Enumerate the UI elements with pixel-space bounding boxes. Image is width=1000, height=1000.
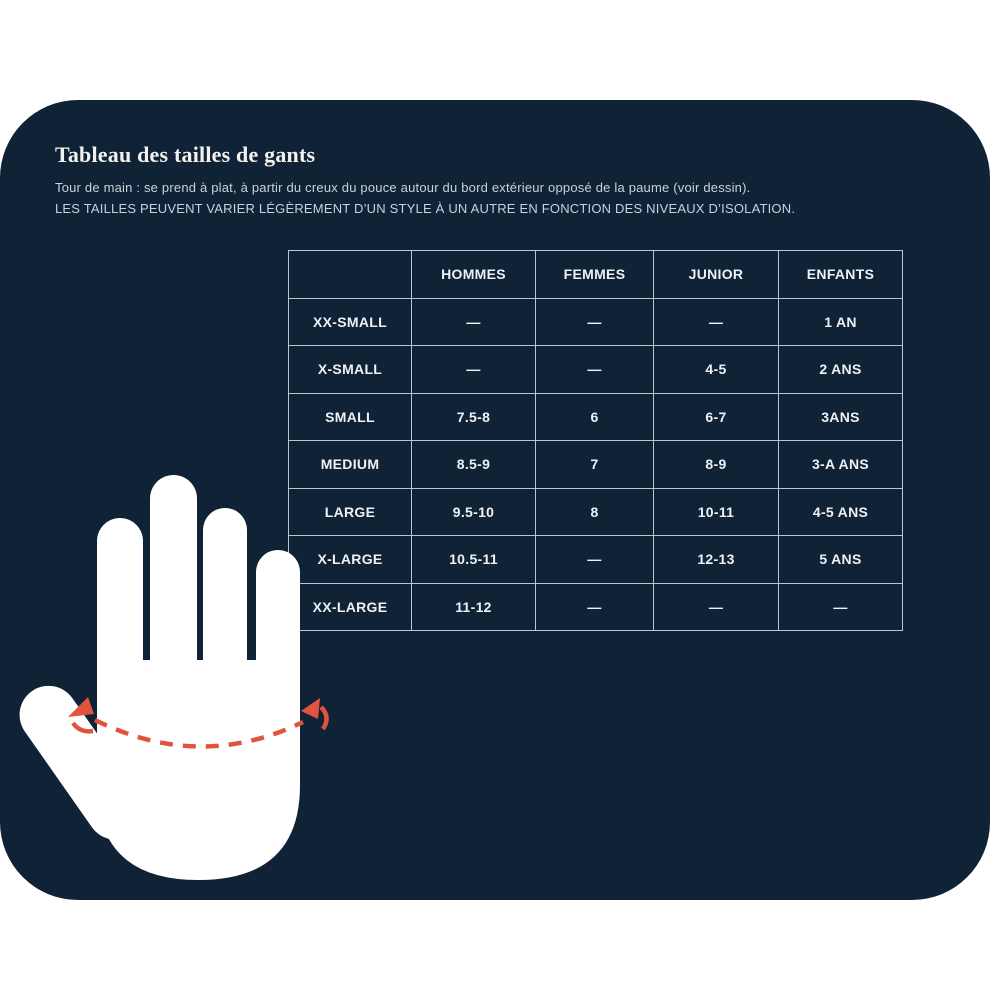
table-row [289,488,903,536]
size-value-cell: 3-A ANS [779,441,903,489]
column-header-femmes: FEMMES [536,251,654,299]
size-value-cell: 1 AN [779,298,903,346]
hand-measurement-illustration [0,470,340,890]
table-row [289,298,903,346]
size-value-cell: 4-5 [654,346,779,394]
size-value-cell: — [536,298,654,346]
size-value-cell: 8-9 [654,441,779,489]
size-label-cell: X-LARGE [289,536,412,584]
size-value-cell: 6 [536,393,654,441]
size-value-cell: 2 ANS [779,346,903,394]
column-header-hommes: HOMMES [412,251,536,299]
table-row [289,441,903,489]
table-row [289,346,903,394]
size-value-cell: 8.5-9 [412,441,536,489]
size-value-cell: 6-7 [654,393,779,441]
size-value-cell: 8 [536,488,654,536]
size-value-cell: 7.5-8 [412,393,536,441]
page-title: Tableau des tailles de gants [55,142,316,167]
size-value-cell: — [412,346,536,394]
size-value-cell: — [412,298,536,346]
size-value-cell: — [654,583,779,631]
size-value-cell: 4-5 ANS [779,488,903,536]
size-value-cell: 10-11 [654,488,779,536]
table-header-row [289,251,903,299]
size-value-cell: — [536,583,654,631]
table-row [289,536,903,584]
size-label-cell: LARGE [289,488,412,536]
size-value-cell: — [536,536,654,584]
size-label-cell: X-SMALL [289,346,412,394]
table-row [289,583,903,631]
size-value-cell: — [654,298,779,346]
size-value-cell: 9.5-10 [412,488,536,536]
size-value-cell: 11-12 [412,583,536,631]
size-value-cell: 7 [536,441,654,489]
size-value-cell: 5 ANS [779,536,903,584]
column-header-enfants: ENFANTS [779,251,903,299]
size-value-cell: — [779,583,903,631]
subtitle-measure-instruction: Tour de main : se prend à plat, à partir du creux du pouce autour du bord extérieur opposé de la paume (voir dessin). [55,180,751,195]
column-header-junior: JUNIOR [654,251,779,299]
size-value-cell: 10.5-11 [412,536,536,584]
size-table [288,250,903,631]
size-label-cell: MEDIUM [289,441,412,489]
subtitle-variation-note: LES TAILLES PEUVENT VARIER LÉGÈREMENT D’UN STYLE À UN AUTRE EN FONCTION DES NIVEAUX D’ISOLATION. [55,201,796,216]
size-label-cell: SMALL [289,393,412,441]
table-row [289,393,903,441]
column-header-empty [289,251,412,299]
size-label-cell: XX-SMALL [289,298,412,346]
size-label-cell: XX-LARGE [289,583,412,631]
size-value-cell: — [536,346,654,394]
size-chart-card [0,100,990,900]
hand-silhouette [8,475,300,880]
size-value-cell: 3ANS [779,393,903,441]
size-value-cell: 12-13 [654,536,779,584]
